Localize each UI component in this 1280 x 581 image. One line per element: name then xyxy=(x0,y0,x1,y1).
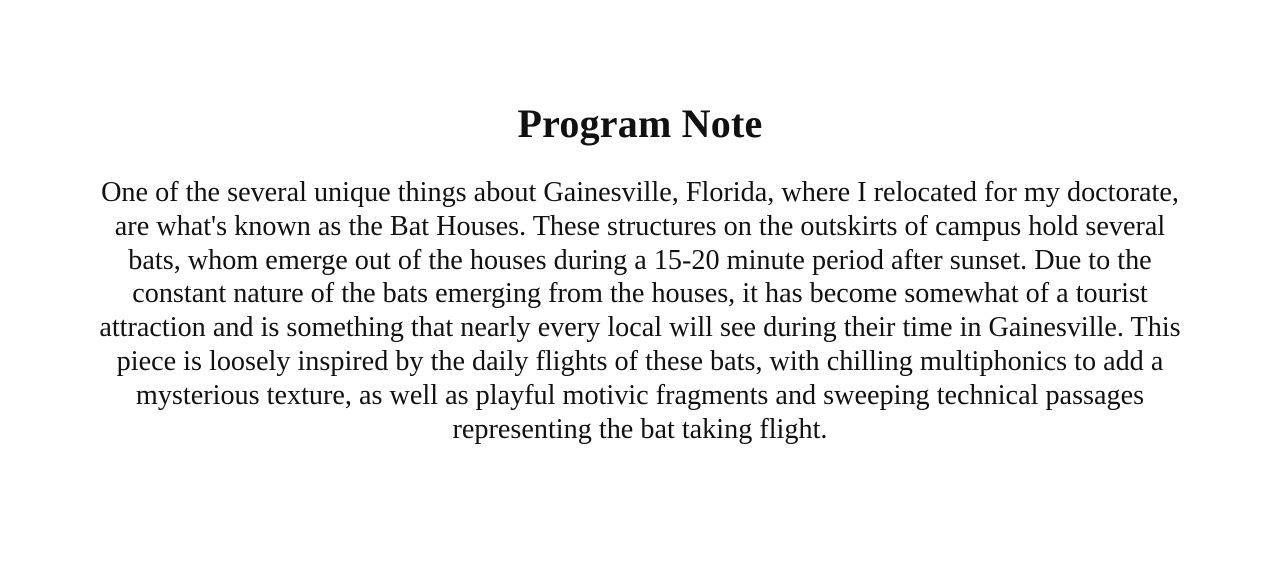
body-line: attraction and is something that nearly every local will see during their time in Gainesville. This xyxy=(99,312,1181,344)
body-line: are what's known as the Bat Houses. These structures on the outskirts of campus hold several xyxy=(114,210,1166,242)
program-note-body xyxy=(88,176,1192,446)
body-line: representing the bat taking flight. xyxy=(452,413,828,445)
body-line: mysterious texture, as well as playful motivic fragments and sweeping technical passages xyxy=(135,379,1145,411)
body-line: bats, whom emerge out of the houses during a 15-20 minute period after sunset. Due to the xyxy=(128,244,1152,276)
body-line: One of the several unique things about Gainesville, Florida, where I relocated for my doctorate, xyxy=(101,177,1179,208)
body-line: piece is loosely inspired by the daily flights of these bats, with chilling multiphonics to add a xyxy=(116,345,1164,377)
page-title: Program Note xyxy=(517,101,763,146)
body-line: constant nature of the bats emerging from the houses, it has become somewhat of a tourist xyxy=(132,278,1148,310)
